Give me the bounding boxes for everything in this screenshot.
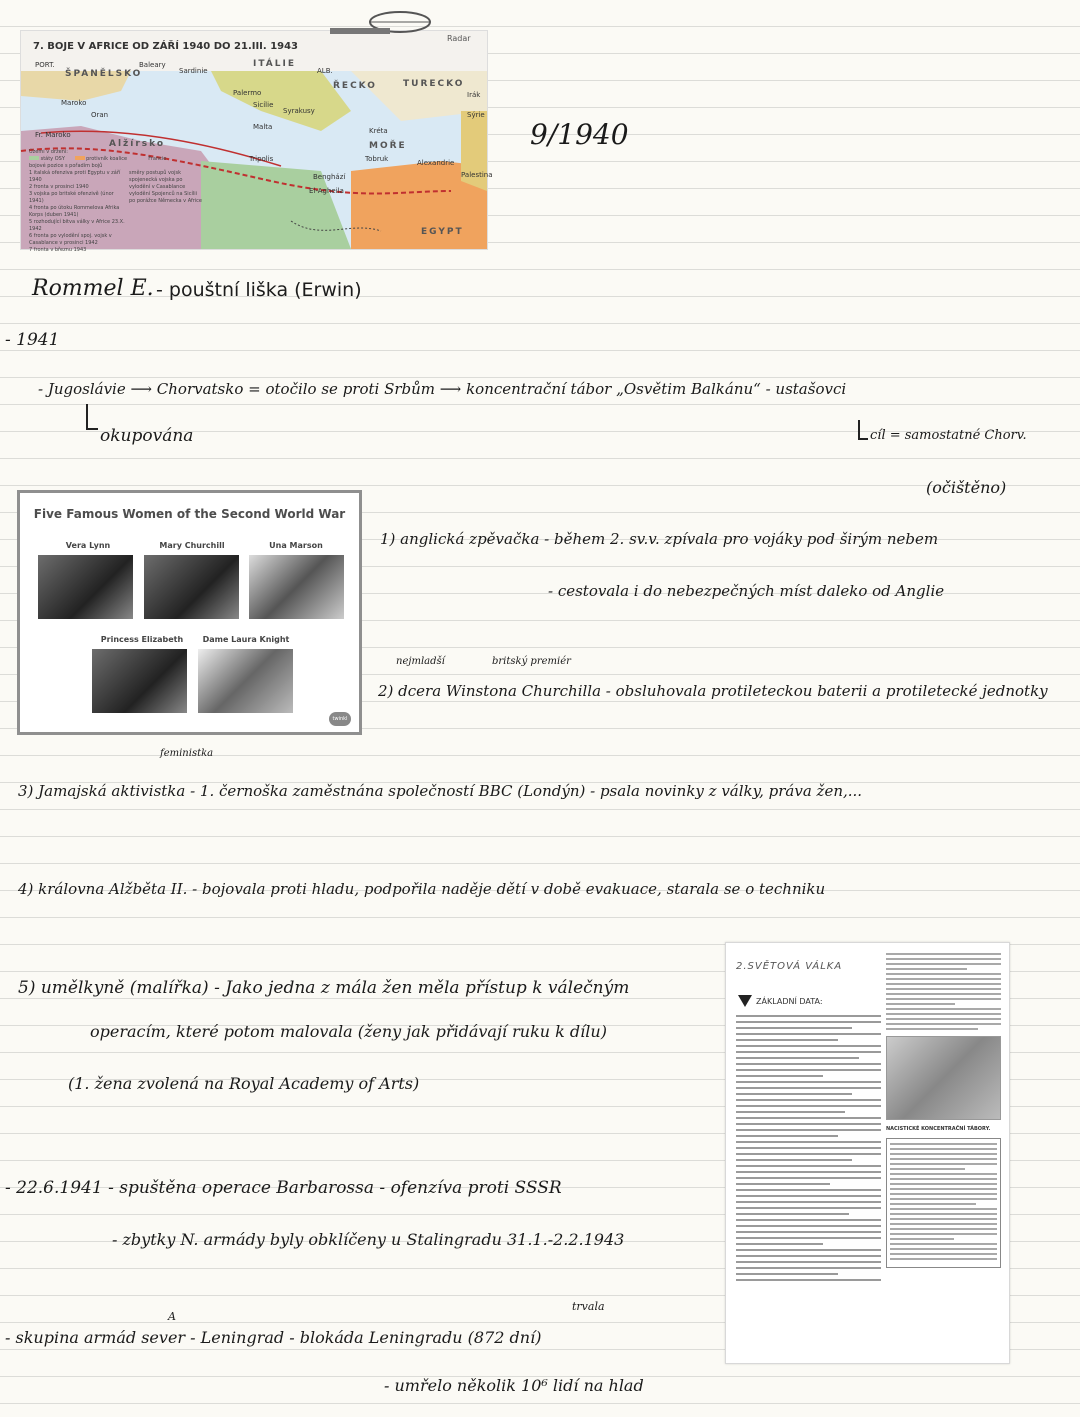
women-card-title: Five Famous Women of the Second World War [33, 507, 346, 521]
woman-note-4: 4) královna Alžběta II. - bojovala proti hladu, podpořila naděje dětí v době evakuace, starala se o techniku [18, 880, 826, 898]
map-label-egypt: EGYPT [421, 227, 464, 237]
map-label-turkey: TURECKO [403, 79, 465, 89]
radar-label: Radar [447, 34, 471, 43]
map-label-crete: Kréta [369, 127, 388, 135]
doc-card-box [886, 1138, 1001, 1268]
map-label-oran: Oran [91, 111, 109, 119]
woman-photo-1 [38, 555, 133, 619]
woman-photo-5 [198, 649, 293, 713]
doc-card-right-column [886, 953, 1001, 1268]
map-label-tripoli: Tripolis [249, 155, 274, 163]
woman-note-2-above-a: nejmladší [396, 656, 445, 667]
year-1941: - 1941 [5, 330, 60, 350]
woman-name-4: Princess Elizabeth [100, 635, 184, 644]
woman-note-1a: 1) anglická zpěvačka - během 2. sv.v. zpívala pro vojáky pod širým nebem [380, 530, 939, 548]
doc-card-subtitle: ZÁKLADNÍ DATA: [756, 997, 823, 1006]
map-label-palermo: Palermo [233, 89, 262, 97]
map-label-iraq: Irák [467, 91, 481, 99]
map-label-italy: ITÁLIE [253, 59, 296, 69]
woman-note-3: 3) Jamajská aktivistka - 1. černoška zaměstnána společností BBC (Londýn) - psala novinky z války, práva žen,... [18, 782, 863, 800]
okupovana-note: okupována [100, 426, 194, 446]
map-label-fr-morocco: Fr. Maroko [35, 131, 71, 139]
famous-women-card [17, 490, 362, 735]
woman-name-3: Una Marson [269, 541, 323, 550]
woman-note-2: 2) dcera Winstona Churchilla - obsluhovala protileteckou baterii a protiletecké jednotky [378, 682, 1048, 700]
map-label-baleary: Baleary [139, 61, 166, 69]
okupovana-bracket [86, 404, 98, 430]
africa-battles-map [20, 30, 493, 253]
ww2-doc-card [725, 942, 1010, 1364]
woman-note-2-above-b: britský premiér [492, 656, 571, 667]
doc-card-title: 2.SVĚTOVÁ VÁLKA [736, 961, 843, 972]
map-label-sea: MOŘE [369, 141, 407, 151]
map-label-syracuse: Syrakusy [283, 107, 315, 115]
leningrad-hunger-note: - umřelo několik 10⁶ lidí na hlad [384, 1376, 644, 1395]
woman-note-3-above: feministka [160, 748, 214, 759]
barbarossa-note: - 22.6.1941 - spuštěna operace Barbarossa - ofenzíva proti SSSR [5, 1178, 562, 1198]
woman-name-2: Mary Churchill [159, 541, 225, 550]
cil-note: cíl = samostatné Chorv. [870, 428, 1027, 443]
leningrad-note-above-a: A [168, 1310, 176, 1323]
twinkl-logo: twinkl [329, 712, 351, 726]
doc-card-date-list [736, 1015, 881, 1285]
map-label-el-agheila: El-Agheila [309, 187, 344, 195]
woman-photo-4 [92, 649, 187, 713]
triangle-icon [738, 995, 752, 1007]
map-label-algeria: Alžírsko [109, 139, 166, 149]
map-label-greece: ŘECKO [333, 81, 377, 91]
woman-name-1: Vera Lynn [65, 541, 111, 550]
map-label-sicily: Sicílie [253, 101, 274, 109]
yugoslavia-line: - Jugoslávie ⟶ Chorvatsko = otočilo se proti Srbům ⟶ koncentrační tábor „Osvětim Balkánu“ - ustašovci [38, 380, 847, 398]
map-label-benghazi: Benghází [313, 173, 346, 181]
ocisteno-note: (očištěno) [926, 478, 1007, 497]
map-label-tobruk: Tobruk [365, 155, 389, 163]
stalingrad-note: - zbytky N. armády byly obklíčeny u Stalingradu 31.1.-2.2.1943 [112, 1230, 625, 1249]
date-heading: 9/1940 [530, 118, 629, 151]
map-label-morocco: Maroko [61, 99, 87, 107]
rommel-name: Rommel E. [32, 276, 154, 301]
map-label-alb: ALB. [317, 67, 333, 75]
woman-note-1b: - cestovala i do nebezpečných míst daleko od Anglie [548, 582, 945, 600]
map-label-syria: Sýrie [467, 111, 485, 119]
woman-note-5b: operacím, které potom malovala (ženy jak přidávají ruku k dílu) [90, 1022, 607, 1041]
map-label-alexandria: Alexandrie [417, 159, 455, 167]
woman-photo-3 [249, 555, 344, 619]
leningrad-note-above-b: trvala [572, 1300, 605, 1313]
map-label-port: PORT. [35, 61, 55, 69]
leningrad-note: - skupina armád sever - Leningrad - blokáda Leningradu (872 dní) [5, 1328, 542, 1347]
map-label-sardinia: Sardinie [179, 67, 208, 75]
cil-bracket [858, 420, 868, 440]
map-legend: Území v držení: státy OSY protivník koalice Francie bojové pozice s pořadím bojů 1 italská ofenziva proti Egyptu v září 1940 2 fronta v prosinci 1940 3 vojska po britské ofenzivě (únor 1941) 4 fronta po útoku Rommelova Afrika Korps (duben 1941) 5 rozhodující bitva války v Africe 23.X. 1942 6 fronta po vylodění spoj. vojsk v Casablance v prosinci 1942 7 fronta v březnu 1943 směry postupů vojsk spojenecká vojska po vylodění v Casablance vylodění Spojenců na Sicílii po porážce Německa v Africe [29, 149, 203, 253]
woman-note-5a: 5) umělkyně (malířka) - Jako jedna z mála žen měla přístup k válečným [18, 978, 630, 998]
map-label-palestine: Palestina [461, 171, 493, 179]
woman-photo-2 [144, 555, 239, 619]
woman-name-5: Dame Laura Knight [202, 635, 290, 644]
map-label-spain: ŠPANĚLSKO [65, 69, 143, 79]
map-label-malta: Malta [253, 123, 273, 131]
doc-card-map [886, 1036, 1001, 1120]
radar-icon [330, 10, 440, 40]
doc-card-caption: NACISTICKÉ KONCENTRAČNÍ TÁBORY. [886, 1126, 991, 1132]
map-title: 7. BOJE V AFRICE OD ZÁŘÍ 1940 DO 21.III. 1943 [33, 41, 299, 52]
woman-note-5c: (1. žena zvolená na Royal Academy of Arts) [68, 1074, 420, 1093]
rommel-description: - pouštní liška (Erwin) [156, 279, 362, 301]
